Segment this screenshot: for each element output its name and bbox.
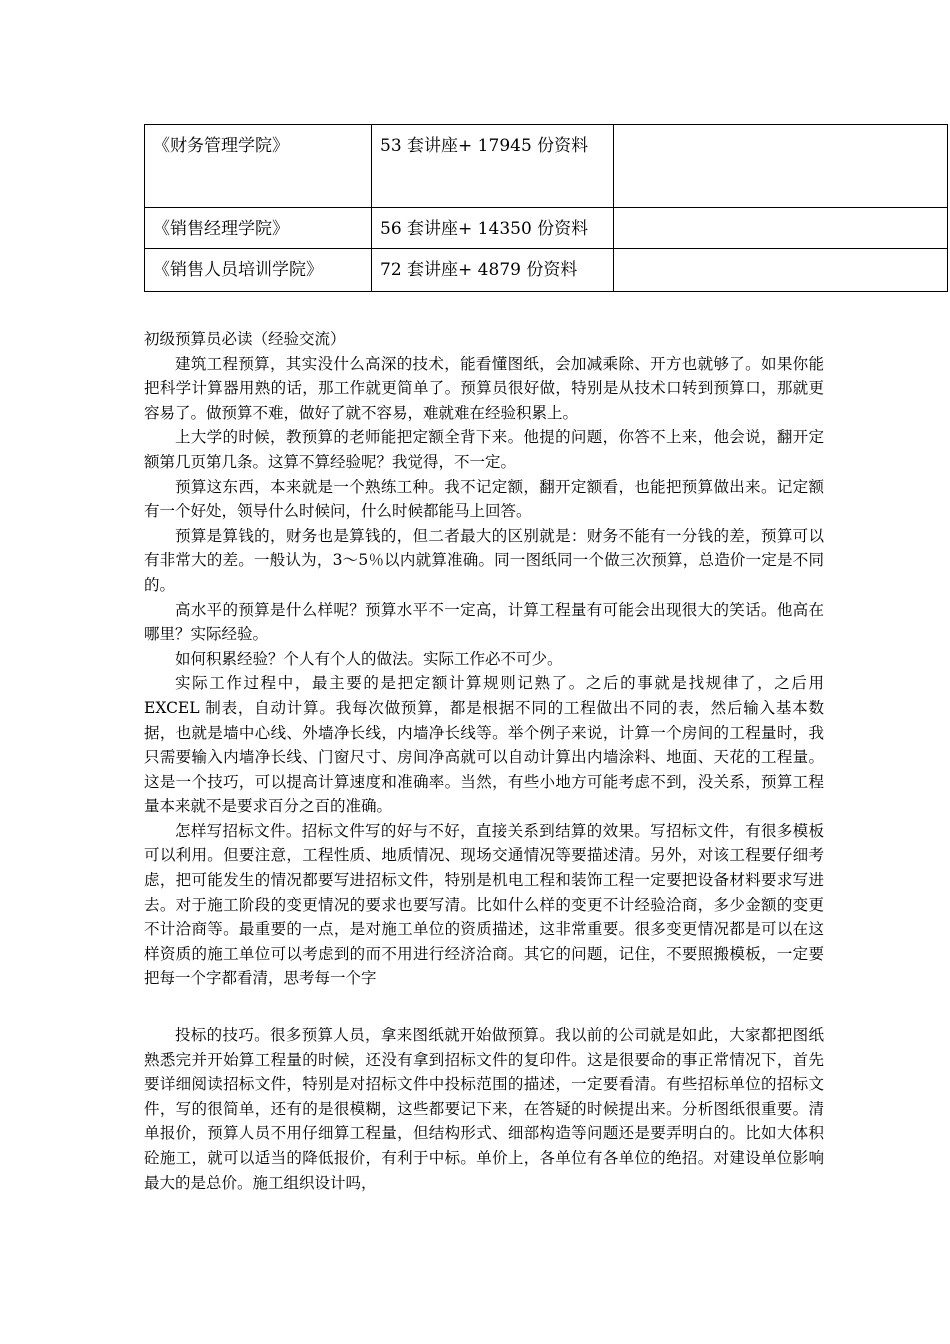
table-cell-content: 56 套讲座+ 14350 份资料 <box>372 208 614 249</box>
paragraph: 如何积累经验？个人有个人的做法。实际工作必不可少。 <box>175 649 563 668</box>
table-cell-extra <box>614 208 948 249</box>
table-cell-name: 《财务管理学院》 <box>145 125 372 208</box>
table-row <box>145 208 948 249</box>
paragraph: 投标的技巧。很多预算人员，拿来图纸就开始做预算。我以前的公司就是如此，大家都把图纸熟悉完并开始算工程量的时候，还没有拿到招标文件的复印件。这是很要命的事正常情况下，首先要详细阅读招标文件，特别是对招标文件中投标范围的描述，一定要看清。有些招标单位的招标文件，写的很简单，还有的是很模糊，这些都要记下来，在答疑的时候提出来。分析图纸很重要。清单报价，预算人员不用仔细算工程量，但结构形式、细部构造等问题还是要弄明白的。比如大体积砼施工，就可以适当的降低报价，有利于中标。单价上，各单位有各单位的绝招。对建设单位影响最大的是总价。施工组织设计吗， <box>144 1026 824 1192</box>
article-title: 初级预算员必读（经验交流） <box>144 330 346 348</box>
paragraph: 预算这东西，本来就是一个熟练工种。我不记定额，翻开定额看，也能把预算做出来。记定额有一个好处，领导什么时候问，什么时候都能马上回答。 <box>144 477 824 521</box>
table-row <box>145 249 948 292</box>
paragraph: 上大学的时候，教预算的老师能把定额全背下来。他提的问题，你答不上来，他会说，翻开定额第几页第几条。这算不算经验呢？我觉得，不一定。 <box>144 428 824 471</box>
table-row <box>145 125 948 208</box>
resource-table <box>144 124 948 292</box>
paragraph: 建筑工程预算，其实没什么高深的技术，能看懂图纸，会加减乘除、开方也就够了。如果你能把科学计算器用熟的话，那工作就更简单了。预算员很好做，特别是从技术口转到预算口，那就更容易了。做预算不难，做好了就不容易，难就难在经验积累上。 <box>144 354 824 422</box>
table-cell-content: 72 套讲座+ 4879 份资料 <box>372 249 614 292</box>
table-cell-extra <box>614 125 948 208</box>
paragraph: 怎样写招标文件。招标文件写的好与不好，直接关系到结算的效果。写招标文件，有很多模板可以利用。但要注意，工程性质、地质情况、现场交通情况等要描述清。另外，对该工程要仔细考虑，把可能发生的情况都要写进招标文件，特别是机电工程和装饰工程一定要把设备材料要求写进去。对于施工阶段的变更情况的要求也要写清。比如什么样的变更不计经验洽商，多少金额的变更不计洽商等。最重要的一点，是对施工单位的资质描述，这非常重要。很多变更情况都是可以在这样资质的施工单位可以考虑到的而不用进行经济洽商。其它的问题，记住，不要照搬模板，一定要把每一个字都看清，思考每一个字 <box>144 821 824 988</box>
paragraph: 高水平的预算是什么样呢？预算水平不一定高，计算工程量有可能会出现很大的笑话。他高在哪里？实际经验。 <box>144 600 824 644</box>
table-cell-name: 《销售人员培训学院》 <box>145 249 372 292</box>
table-cell-content: 53 套讲座+ 17945 份资料 <box>372 125 614 208</box>
table-cell-extra <box>614 249 948 292</box>
article-body-continued <box>144 1023 824 1195</box>
table-cell-name: 《销售经理学院》 <box>145 208 372 249</box>
article-body <box>144 327 824 991</box>
paragraph: 实际工作过程中，最主要的是把定额计算规则记熟了。之后的事就是找规律了，之后用 EXCEL 制表，自动计算。我每次做预算，都是根据不同的工程做出不同的表，然后输入基本数据，也就是墙中心线、外墙净长线，内墙净长线等。举个例子来说，计算一个房间的工程量时，我只需要输入内墙净长线、门窗尺寸、房间净高就可以自动计算出内墙涂料、地面、天花的工程量。这是一个技巧，可以提高计算速度和准确率。当然，有些小地方可能考虑不到，没关系，预算工程量本来就不是要求百分之百的准确。 <box>144 674 824 816</box>
paragraph: 预算是算钱的，财务也是算钱的，但二者最大的区别就是：财务不能有一分钱的差，预算可以有非常大的差。一般认为，3～5％以内就算准确。同一图纸同一个做三次预算，总造价一定是不同的。 <box>144 526 824 594</box>
